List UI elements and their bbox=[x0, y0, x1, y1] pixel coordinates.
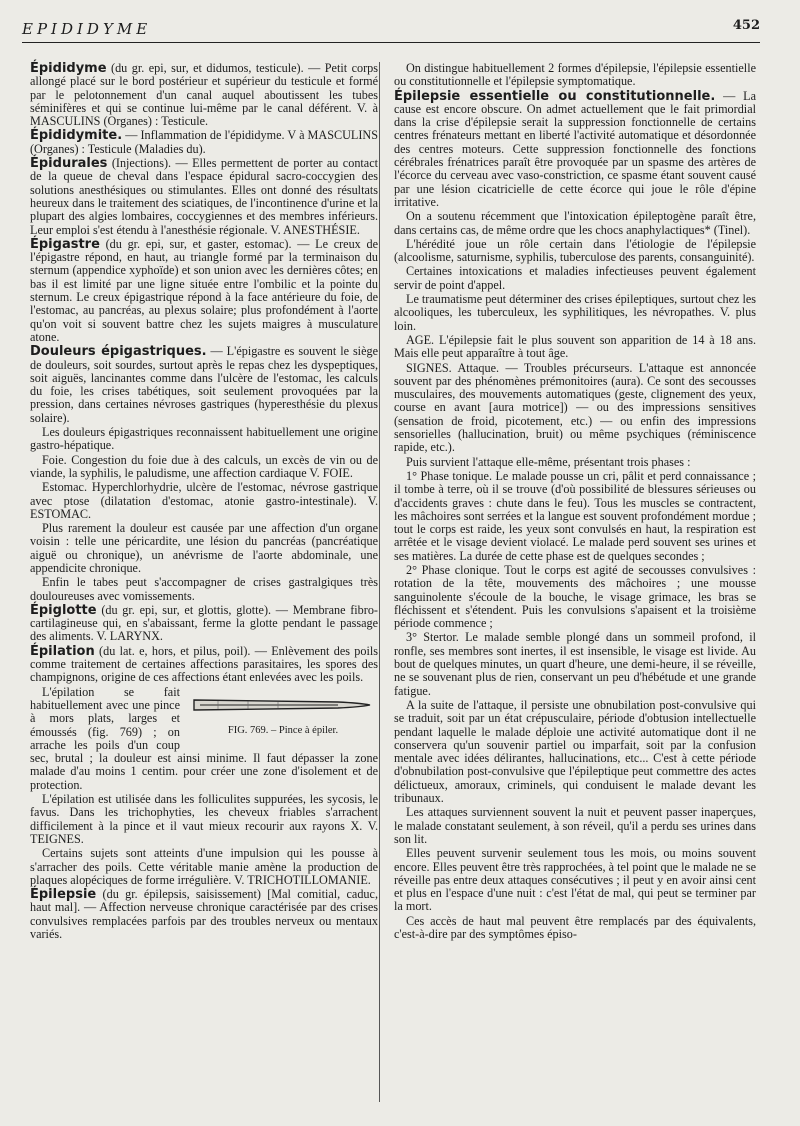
paragraph: A la suite de l'attaque, il persiste une obnubilation post-convulsive qui se traduit, soit par un état crépusculaire, période d'obtusion intellectuelle pendant laquelle le malade déploie une activité automatique dont il ne conservera qu'un souvenir partiel ou imparfait, soit par la confusion mentale avec idées délirantes, hallucinations, etc... C'est à cette période d'obnubilation post-convulsive que l'épileptique peut commettre des actes délictueux, amoraux, criminels, qui conduisent le malade devant les tribunaux. bbox=[394, 697, 756, 806]
paragraph: Les attaques surviennent souvent la nuit et peuvent passer inaperçues, le malade constatant seulement, à son réveil, qu'il a perdu ses urines dans son lit. bbox=[394, 805, 756, 846]
entry-epidurales: Épidurales (Injections). — Elles permettent de porter au contact de la queue de cheval dans l'espace épidural sacro-coccygien des solutions anesthésiques ou stimulantes. Elles ont donné des résultats heureux dans le traitement des sciatiques, de l'incontinence d'urine et la plupart des algies lombaires, coccygiennes et des membres inférieurs. Leur emploi s'est étendu à l'anesthésie régionale. V. ANESTHÉSIE. bbox=[30, 156, 378, 237]
entry-epigastre: Épigastre (du gr. epi, sur, et gaster, estomac). — Le creux de l'épigastre répond, en haut, au triangle formé par la terminaison du sternum (appendice xyphoïde) et son union avec les dernières côtes; en bas il est limité par une ligne située entre l'ombilic et la pointe du sternum. Le creux épigastrique répond à la face antérieure du foie, de l'estomac, au pancréas, au plexus solaire; plus profondément à l'aorte qu'on voit si souvent battre chez les sujets maigres à musculature atone. bbox=[30, 236, 378, 344]
paragraph: 2° Phase clonique. Tout le corps est agité de secousses convulsives : rotation de la tête, mouvements des mâchoires ; une mousse sanguinolente s'écoule de la bouche, le visage grimace, les bras se fléchissent et s'étendent. Puis les convulsions s'apaisent et la troisième période commence ; bbox=[394, 562, 756, 631]
paragraph: Ces accès de haut mal peuvent être remplacés par des équivalents, c'est-à-dire par des symptômes épiso- bbox=[394, 913, 756, 941]
running-title: EPIDIDYME bbox=[22, 20, 152, 38]
paragraph: Plus rarement la douleur est causée par une affection d'un organe voisin : telle une péricardite, une lésion du pancréas (pancréatique aiguë ou chronique), un anévrisme de l'aorte abdominale, une appendicite chronique. bbox=[30, 521, 378, 575]
entry-epilepsie-essentielle: Épilepsie essentielle ou constitutionnelle. — La cause est encore obscure. On admet actuellement que le fait primordial dans la crise d'épilepsie serait la suppression fonctionnelle de certains centres frénateurs mettant en liberté l'activité automatique et désordonnée des centres moteurs. Cette suppression fonctionnelle des fonctions cérébrales frénatrices paraît être provoquée par un spasme des artères de l'écorce du cerveau avec vaso-constriction, ce spasme étant souvent causé par une lésion cicatricielle de cette écorce qui joue le rôle d'épine irritative. bbox=[394, 88, 756, 209]
tweezers-icon bbox=[188, 688, 378, 722]
paragraph: Estomac. Hyperchlorhydrie, ulcère de l'estomac, névrose gastrique avec ptose (dilatation d'estomac, atonie gastro-intestinale). V. ESTOMAC. bbox=[30, 480, 378, 521]
paragraph: Les douleurs épigastriques reconnaissent habituellement une origine gastro-hépatique. bbox=[30, 425, 378, 453]
entry-epididyme: Épididyme (du gr. epi, sur, et didumos, testicule). — Petit corps allongé placé sur le bord postérieur et supérieur du testicule et formé par le pelotonnement d'un canal auquel aboutissent les tubes séminifères et qui se continue lui-même par le canal déférent. V. à MASCULINS (Organes) : Testicule. bbox=[30, 61, 378, 129]
paragraph: 3° Stertor. Le malade semble plongé dans un sommeil profond, il ronfle, ses membres sont inertes, il est insensible, le visage est livide. Au bout de quelques minutes, un quart d'heure, une demi-heure, il se réveille, ne se souvenant plus de rien, conservant un peu d'hébétude et une grande fatigue. bbox=[394, 630, 756, 698]
paragraph: Elles peuvent survenir seulement tous les mois, ou moins souvent encore. Elles peuvent être très rapprochées, à tel point que le malade ne se réveille pas entre deux attaques consécutives ; il peut y en avoir ainsi cent et plus en l'espace d'une nuit : c'est l'état de mal, qui peut se terminer par la mort. bbox=[394, 846, 756, 914]
paragraph: Puis survient l'attaque elle-même, présentant trois phases : bbox=[406, 454, 691, 469]
right-column bbox=[394, 62, 756, 942]
entry-douleurs-epigastriques: Douleurs épigastriques. — L'épigastre es souvent le siège de douleurs, soit sourdes, surtout après le repas chez les dyspeptiques, soit aiguës, lancinantes comme dans l'ulcère de l'estomac, les calculs du foie, les crises tabétiques, soit seulement provoquées par la pression, dans certaines névroses gastriques (hyperesthésie du plexus solaire). bbox=[30, 344, 378, 425]
figure-caption: FIG. 769. – Pince à épiler. bbox=[227, 724, 339, 736]
entry-epiglotte: Épiglotte (du gr. epi, sur, et glottis, glotte). — Membrane fibro-cartilagineuse qui, en s'abaissant, ferme la glotte pendant le passage des aliments. V. LARYNX. bbox=[30, 602, 378, 644]
paragraph: On distingue habituellement 2 formes d'épilepsie, l'épilepsie essentielle ou constitutionnelle et l'épilepsie symptomatique. bbox=[394, 61, 756, 89]
page-number: 452 bbox=[732, 18, 760, 33]
paragraph: On a soutenu récemment que l'intoxication épileptogène paraît être, dans certains cas, de même ordre que les chocs anaphylactiques* (Tinel). bbox=[394, 209, 756, 237]
paragraph: AGE. L'épilepsie fait le plus souvent son apparition de 14 à 18 ans. Mais elle peut apparaître à tout âge. bbox=[394, 332, 756, 361]
page-header bbox=[22, 16, 760, 43]
paragraph: L'hérédité joue un rôle certain dans l'étiologie de l'épilepsie (alcoolisme, saturnisme, syphilis, tuberculose des parents, consanguinité). bbox=[394, 236, 756, 265]
paragraph: Certaines intoxications et maladies infectieuses peuvent également servir de point d'appel. bbox=[394, 264, 756, 292]
column-divider bbox=[379, 62, 380, 1102]
paragraph: Le traumatisme peut déterminer des crises épileptiques, surtout chez les alcooliques, les tuberculeux, les syphilitiques, les névropathes. V. plus loin. bbox=[394, 292, 756, 333]
entry-epilepsie: Épilepsie (du gr. épilepsis, saisissement) [Mal comitial, caduc, haut mal]. — Affection nerveuse chronique caractérisée par des crises convulsives remplacées parfois par des troubles nerveux ou mentaux variés. bbox=[30, 887, 378, 941]
figure-769 bbox=[188, 688, 378, 737]
entry-epilation: Épilation (du lat. e, hors, et pilus, poil). — Enlèvement des poils comme traitement de certaines affections parasitaires, les spores des champignons, origine de ces affections étant enlevées avec les poils. bbox=[30, 643, 378, 685]
paragraph: SIGNES. Attaque. — Troubles précurseurs. L'attaque est annoncée souvent par des phénomènes prémonitoires (aura). Ce sont des secousses musculaires, des mouvements automatiques (geste, clignement des yeux, course en avant [aura motrice]) — ou des impressions sensitives (sensation de froid, picotement, etc.) — ou enfin des impressions sensorielles (hallucination, bruit) ou même psychiques (réminiscence rapide, etc.). bbox=[394, 360, 756, 455]
left-column bbox=[30, 62, 378, 942]
paragraph: L'épilation est utilisée dans les folliculites suppurées, les sycosis, le favus. Dans les trichophyties, les cheveux friables s'arrachent difficilement à la pince et il vaut mieux recourir aux rayons X. V. TEIGNES. bbox=[30, 792, 378, 846]
paragraph: Foie. Congestion du foie due à des calculs, un excès de vin ou de viande, la syphilis, le paludisme, une affection cardiaque V. FOIE. bbox=[30, 452, 378, 480]
paragraph: Enfin le tabes peut s'accompagner de crises gastralgiques très douloureuses avec vomissements. bbox=[30, 575, 378, 603]
paragraph: 1° Phase tonique. Le malade pousse un cri, pâlit et perd connaissance ; il tombe à terre, où il se trouve (d'où possibilité de blessures sérieuses ou d'accidents graves : chute dans le feu). Tous les muscles se contractent, les mâchoires sont serrées et la langue est souvent profondément mordue ; tout le corps est raide, les yeux sont convulsés en haut, la respiration est arrêtée et le visage devient violacé. Le malade perd souvent ses urines et ses matières. La durée de cette phase est de quelques secondes ; bbox=[394, 468, 756, 563]
paragraph: L'épilation se fait habituellement avec une pince à mors plats, larges et émoussés (fig. 769) ; on arrache les poils d'un coup sec, brutal ; la douleur est ainsi minime. Il faut dépasser la zone malade d'au moins 1 centim. pour créer une zone d'isolement et de protection. bbox=[30, 684, 378, 792]
paragraph: Certains sujets sont atteints d'une impulsion qui les pousse à s'arracher des poils. Cette véritable manie amène la production de plaques alopéciques de forme irrégulière. V. TRICHOTILLOMANIE. bbox=[30, 846, 378, 887]
entry-epididymite: Épididymite. — Inflammation de l'épididyme. V à MASCULINS (Organes) : Testicule (Maladies du). bbox=[30, 128, 378, 156]
